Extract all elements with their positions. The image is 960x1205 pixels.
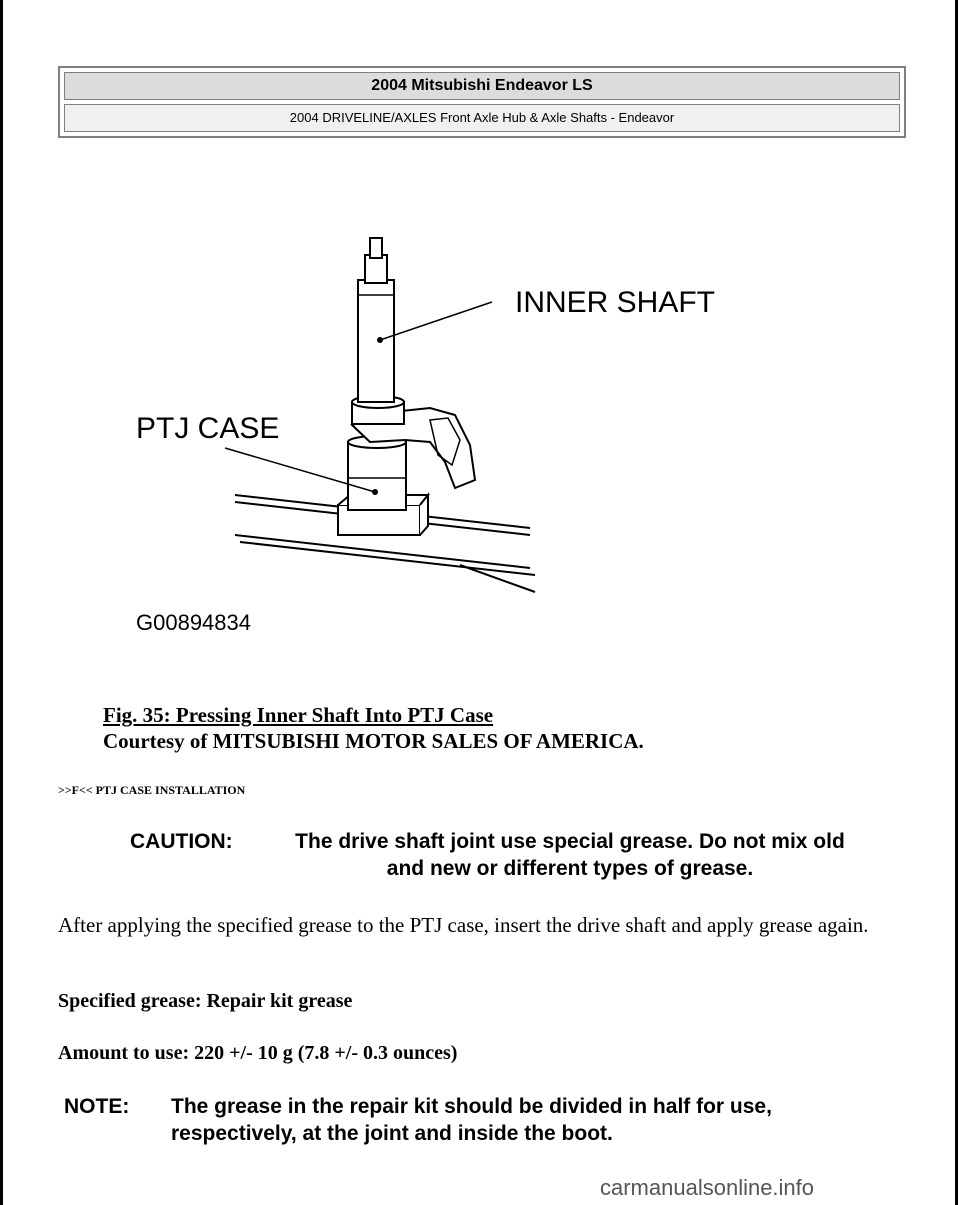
document-header: [58, 66, 906, 138]
note-label: NOTE:: [64, 1095, 130, 1118]
caption-title: Fig. 35: Pressing Inner Shaft Into PTJ Case: [103, 703, 494, 727]
caption-courtesy: Courtesy of MITSUBISHI MOTOR SALES OF AMERICA.: [103, 729, 644, 753]
spec-amount: Amount to use: 220 +/- 10 g (7.8 +/- 0.3 ounces): [58, 1042, 458, 1064]
label-ptj-case: PTJ CASE: [136, 412, 280, 445]
section-heading: >>F<< PTJ CASE INSTALLATION: [58, 783, 246, 797]
instruction-paragraph: After applying the specified grease to the PTJ case, insert the drive shaft and apply grease again.: [58, 913, 869, 937]
note-text: The grease in the repair kit should be divided in half for use, respectively, at the joint and inside the boot.: [171, 1095, 772, 1145]
page-border-right: [955, 0, 958, 1205]
spec-grease: Specified grease: Repair kit grease: [58, 990, 353, 1012]
figure-caption: [103, 702, 644, 754]
header-title: 2004 Mitsubishi Endeavor LS: [64, 72, 900, 100]
caution-box: [130, 828, 870, 882]
caution-text: The drive shaft joint use special grease. Do not mix old and new or different types of grease.: [295, 830, 845, 880]
figure-code: G00894834: [136, 610, 251, 635]
header-subtitle: 2004 DRIVELINE/AXLES Front Axle Hub & Axle Shafts - Endeavor: [64, 104, 900, 132]
note-box: [64, 1093, 884, 1147]
caution-label: CAUTION:: [130, 830, 233, 853]
page-border-left: [0, 0, 3, 1205]
watermark: carmanualsonline.info: [600, 1175, 815, 1200]
label-inner-shaft: INNER SHAFT: [515, 286, 716, 319]
figure-illustration: [130, 230, 750, 650]
